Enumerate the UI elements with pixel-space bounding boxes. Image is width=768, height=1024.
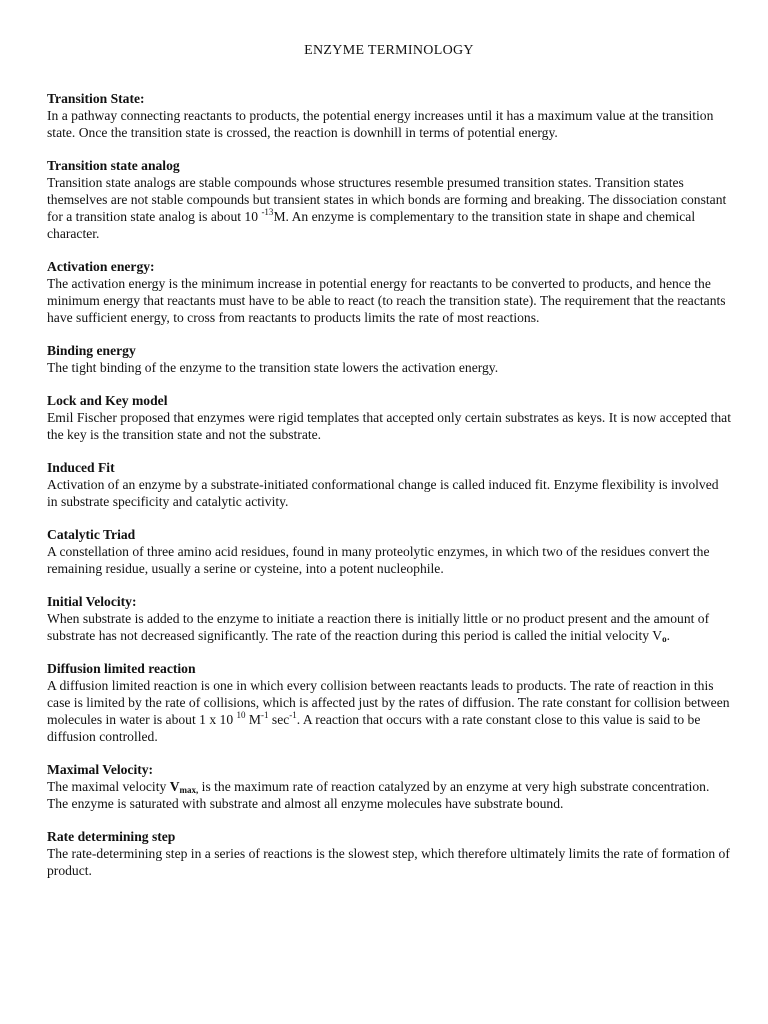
subscript: max, — [179, 785, 199, 795]
exponent: -1 — [261, 710, 269, 720]
section-activation-energy — [47, 258, 731, 326]
section-binding-energy — [47, 342, 731, 376]
subscript: o — [662, 634, 667, 644]
section-transition-state-analog — [47, 157, 731, 242]
definition-text: Transition state analogs are stable compounds whose structures resemble presumed transition states. Transition states themselves are not stable compounds but transient states in which bonds are forming and breaking. The dissociation constant for a transition state analog is about 10 — [47, 175, 727, 224]
section-lock-and-key — [47, 392, 731, 443]
term-definition: Emil Fischer proposed that enzymes were rigid templates that accepted only certain substrates as keys. It is now accepted that the key is the transition state and not the substrate. — [47, 410, 731, 442]
term-definition: The tight binding of the enzyme to the transition state lowers the activation energy. — [47, 360, 499, 375]
term-heading: Initial Velocity: — [47, 594, 137, 609]
vmax-symbol: V — [169, 779, 180, 794]
definition-text: When substrate is added to the enzyme to initiate a reaction there is initially little or no product present and the amount of substrate has not decreased significantly. The rate of the reaction during this period is called the initial velocity V — [47, 611, 710, 643]
term-definition — [47, 174, 731, 242]
exponent: 10 — [236, 710, 246, 720]
term-heading: Transition state analog — [47, 158, 180, 173]
definition-text: A diffusion limited reaction is one in which every collision between reactants leads to products. The rate of reaction in this case is limited by the rate of collisions, which is affected just by the rates of diffusion. The rate constant for collision between molecules in water is about 1 x 10 — [47, 678, 730, 727]
definition-text: M. An enzyme is complementary to the transition state in shape and chemical character. — [47, 209, 696, 241]
document-title: ENZYME TERMINOLOGY — [304, 43, 474, 58]
term-definition — [47, 677, 731, 745]
section-transition-state — [47, 90, 731, 141]
term-heading: Lock and Key model — [47, 393, 168, 408]
definition-text: . — [666, 628, 670, 643]
term-heading: Rate determining step — [47, 829, 176, 844]
term-definition: The rate-determining step in a series of reactions is the slowest step, which therefore ultimately limits the rate of formation of product. — [47, 846, 730, 878]
section-rate-determining-step — [47, 828, 731, 879]
term-definition: Activation of an enzyme by a substrate-initiated conformational change is called induced fit. Enzyme flexibility is involved in substrate specificity and catalytic activity. — [47, 477, 719, 509]
section-catalytic-triad — [47, 526, 731, 577]
term-definition: A constellation of three amino acid residues, found in many proteolytic enzymes, in which two of the residues convert the remaining residue, usually a serine or cysteine, into a potent nucleophile. — [47, 544, 710, 576]
section-induced-fit — [47, 459, 731, 510]
term-heading: Diffusion limited reaction — [47, 661, 196, 676]
section-diffusion-limited — [47, 660, 731, 745]
exponent: -13 — [261, 207, 274, 217]
exponent: -1 — [289, 710, 297, 720]
term-definition: In a pathway connecting reactants to products, the potential energy increases until it has a maximum value at the transition state. Once the transition state is crossed, the reaction is downhill in terms of potential energy. — [47, 108, 714, 140]
term-heading: Induced Fit — [47, 460, 115, 475]
term-heading: Catalytic Triad — [47, 527, 136, 542]
section-initial-velocity — [47, 593, 731, 644]
term-definition — [47, 778, 731, 812]
section-maximal-velocity — [47, 761, 731, 812]
term-heading: Binding energy — [47, 343, 136, 358]
term-heading: Activation energy: — [47, 259, 155, 274]
definition-text: is the maximum rate of reaction catalyzed by an enzyme at very high substrate concentration. The enzyme is saturated with substrate and almost all enzyme molecules have substrate bound. — [47, 779, 710, 811]
term-definition — [47, 610, 731, 644]
term-heading: Transition State: — [47, 91, 145, 106]
definition-text: sec — [268, 712, 290, 727]
term-definition: The activation energy is the minimum increase in potential energy for reactants to be converted to products, and hence the minimum energy that reactants must have to be able to react (to reach the transition state). The requirement that the reactants have sufficient energy, to cross from reactants to products limits the rate of most reactions. — [47, 276, 726, 325]
definition-text: M — [245, 712, 262, 727]
definition-text: . A reaction that occurs with a rate constant close to this value is said to be diffusion controlled. — [47, 712, 701, 744]
definition-text: The maximal velocity — [47, 779, 170, 794]
term-heading: Maximal Velocity: — [47, 762, 154, 777]
document-page — [47, 42, 731, 895]
